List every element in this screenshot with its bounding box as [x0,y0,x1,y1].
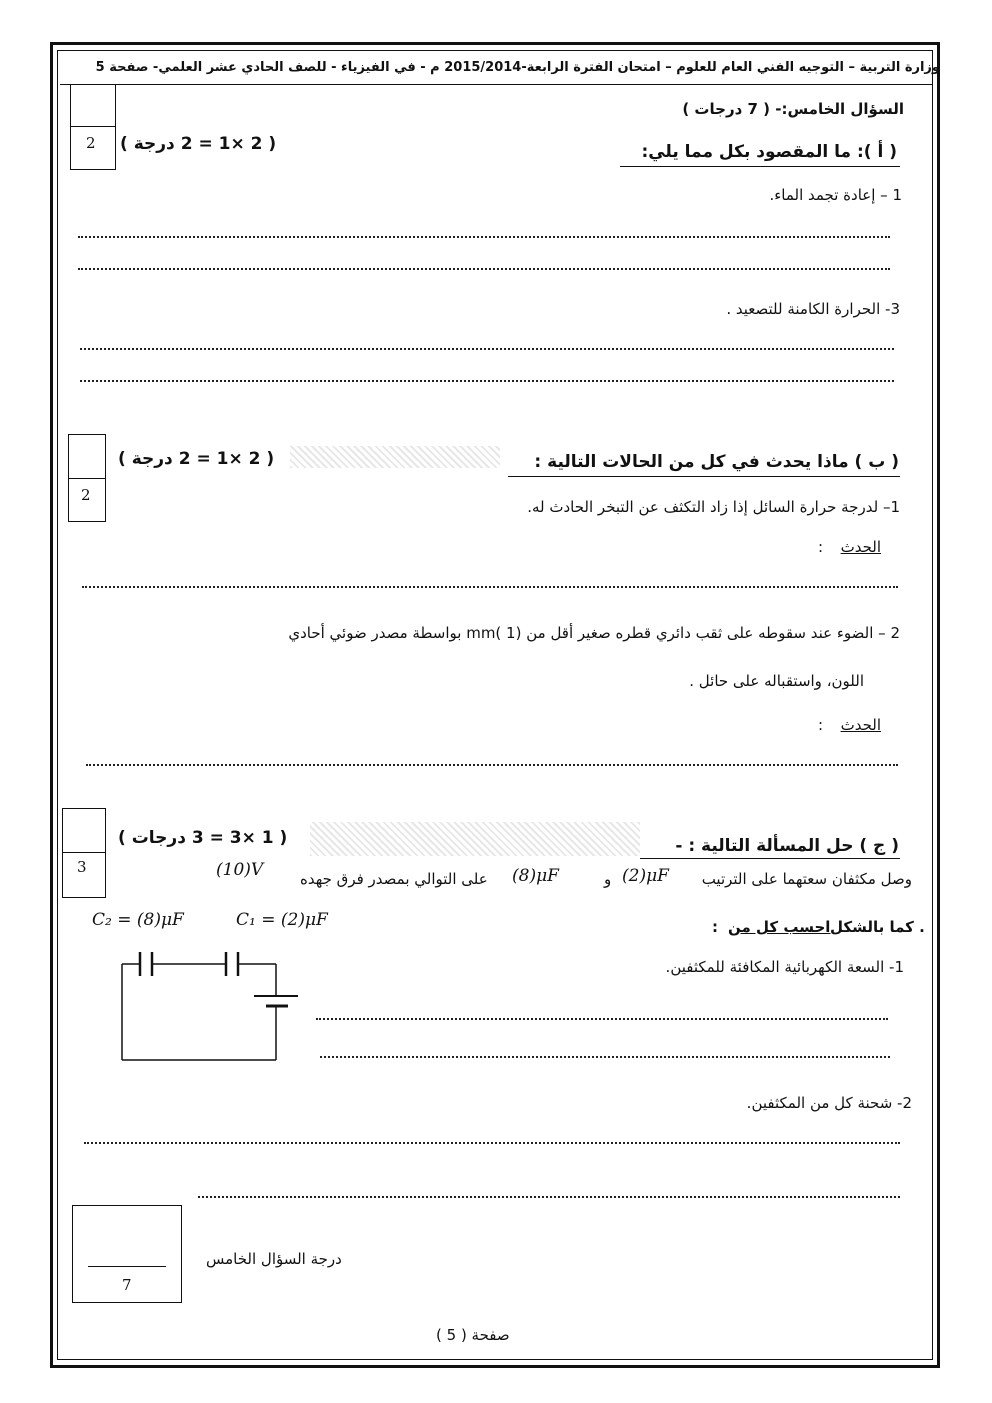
part-b-item-2-line-2: اللون، واستقباله على حائل . [689,672,864,690]
part-b-item-1: 1– لدرجة حرارة السائل إذا زاد التكثف عن التبخر الحادث له. [527,498,900,516]
cap-label-c1: C₁ = (2)μF [236,910,328,930]
total-label: درجة السؤال الخامس [206,1250,342,1268]
header-divider [60,84,932,85]
part-b-marks: ( 2 ×1 = 2 درجة ) [118,449,275,469]
part-a-heading: ( أ ): ما المقصود بكل مما يلي: [641,142,897,162]
part-a-item-1: 1 – إعادة تجمد الماء. [769,186,902,204]
total-score: 7 [122,1276,132,1294]
part-c-heading: ( ج ) حل المسألة التالية : - [675,836,899,856]
event-label: الحدث [840,538,881,556]
part-b-heading: ( ب ) ماذا يحدث في كل من الحالات التالية : [534,452,899,472]
problem-text: وصل مكثفان سعتهما على الترتيب [701,870,912,888]
answer-line [78,268,890,270]
page-number: صفحة ( 5 ) [436,1326,510,1344]
instruction-prefix: كما بالشكل . [830,918,925,936]
part-c-score-box [62,808,106,898]
page-border-inner [57,50,933,1360]
page-header: وزارة التربية – التوجيه الفني العام للعلوم – امتحان الفترة الرابعة-2015/2014 م - في الفيزياء - للصف الحادي عشر العلمي- صفحة 5 [95,60,940,75]
c1-value: (2)μF [622,866,669,886]
scan-noise [310,822,640,856]
scan-noise [290,446,500,468]
part-c-marks: ( 1 ×3 = 3 درجات ) [118,828,288,848]
answer-line [86,764,898,766]
part-a-score: 2 [86,134,96,152]
capacitor-c1 [226,952,238,976]
part-c-item-1: 1- السعة الكهربائية المكافئة للمكثفين. [665,958,904,976]
answer-line [80,380,894,382]
answer-line [198,1196,900,1198]
question-title: السؤال الخامس:- ( 7 درجات ) [682,100,904,118]
answer-line [80,348,894,350]
answer-line [82,586,898,588]
answer-line [320,1056,890,1058]
part-c-item-2: 2- شحنة كل من المكثفين. [746,1094,912,1112]
voltage-value: (10)V [216,860,264,880]
circuit-diagram [108,944,304,1066]
cap-label-c2: C₂ = (8)μF [92,910,184,930]
capacitor-c2 [140,952,152,976]
part-a-score-box [70,84,116,170]
event-label: الحدث [840,716,881,734]
answer-line [84,1142,900,1144]
c2-value: (8)μF [512,866,559,886]
battery [254,996,298,1016]
answer-line [316,1018,888,1020]
part-c-score: 3 [77,858,87,876]
part-a-marks: ( 2 ×1 = 2 درجة ) [120,134,277,154]
answer-line [78,236,890,238]
instruction-word: احسب كل من [728,918,831,936]
part-b-score: 2 [81,486,91,504]
problem-text-2: على التوالي بمصدر فرق جهده [300,870,488,888]
part-a-item-3: 3- الحرارة الكامنة للتصعيد . [726,300,900,318]
part-b-item-2-line-1: 2 – الضوء عند سقوطه على ثقب دائري قطره صغير أقل من mm( 1) بواسطة مصدر ضوئي أحادي [288,624,900,642]
